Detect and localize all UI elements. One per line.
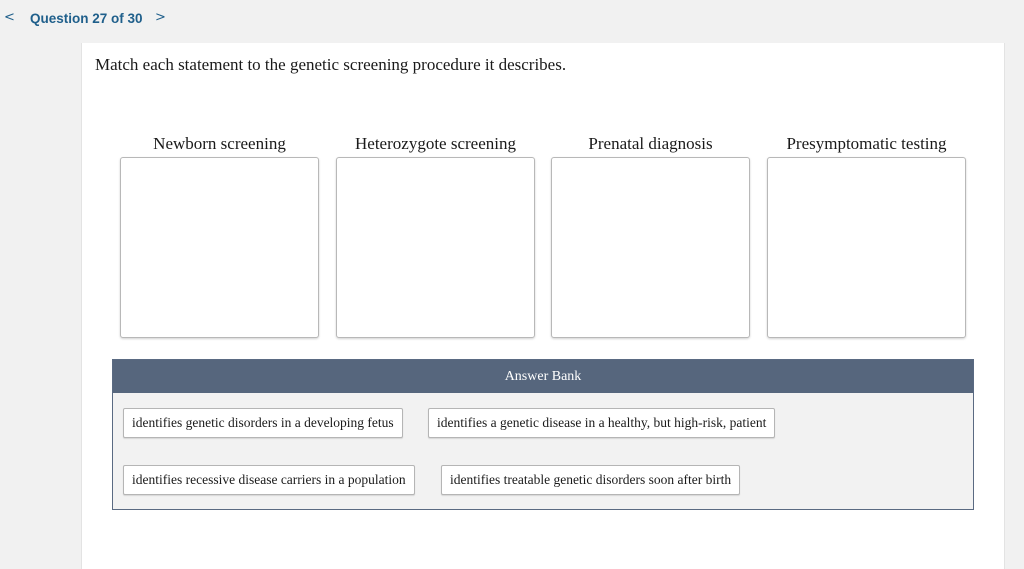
category-label: Prenatal diagnosis bbox=[588, 134, 713, 153]
answer-chip[interactable]: identifies a genetic disease in a healthy, but high-risk, patient bbox=[428, 408, 775, 438]
drop-zone-prenatal-diagnosis[interactable] bbox=[551, 157, 750, 338]
category-label: Heterozygote screening bbox=[355, 134, 516, 153]
answer-chip[interactable]: identifies recessive disease carriers in a population bbox=[123, 465, 415, 495]
drop-zone-presymptomatic-testing[interactable] bbox=[767, 157, 966, 338]
category-label: Newborn screening bbox=[153, 134, 286, 153]
chevron-right-icon[interactable]: > bbox=[155, 10, 166, 25]
category-heterozygote-screening bbox=[336, 132, 535, 156]
answer-bank bbox=[112, 359, 974, 510]
category-presymptomatic-testing bbox=[767, 132, 966, 156]
drop-zone-newborn-screening[interactable] bbox=[120, 157, 319, 338]
chevron-left-icon[interactable]: < bbox=[4, 10, 15, 25]
answer-chip[interactable]: identifies treatable genetic disorders soon after birth bbox=[441, 465, 740, 495]
drop-zone-heterozygote-screening[interactable] bbox=[336, 157, 535, 338]
answer-bank-title: Answer Bank bbox=[113, 360, 973, 393]
category-newborn-screening bbox=[120, 132, 319, 156]
question-nav bbox=[0, 0, 1024, 38]
question-prompt: Match each statement to the genetic screening procedure it describes. bbox=[95, 55, 567, 74]
answer-chip[interactable]: identifies genetic disorders in a developing fetus bbox=[123, 408, 403, 438]
category-prenatal-diagnosis bbox=[551, 132, 750, 156]
category-label: Presymptomatic testing bbox=[786, 134, 947, 153]
question-counter[interactable]: Question 27 of 30 bbox=[30, 11, 143, 26]
